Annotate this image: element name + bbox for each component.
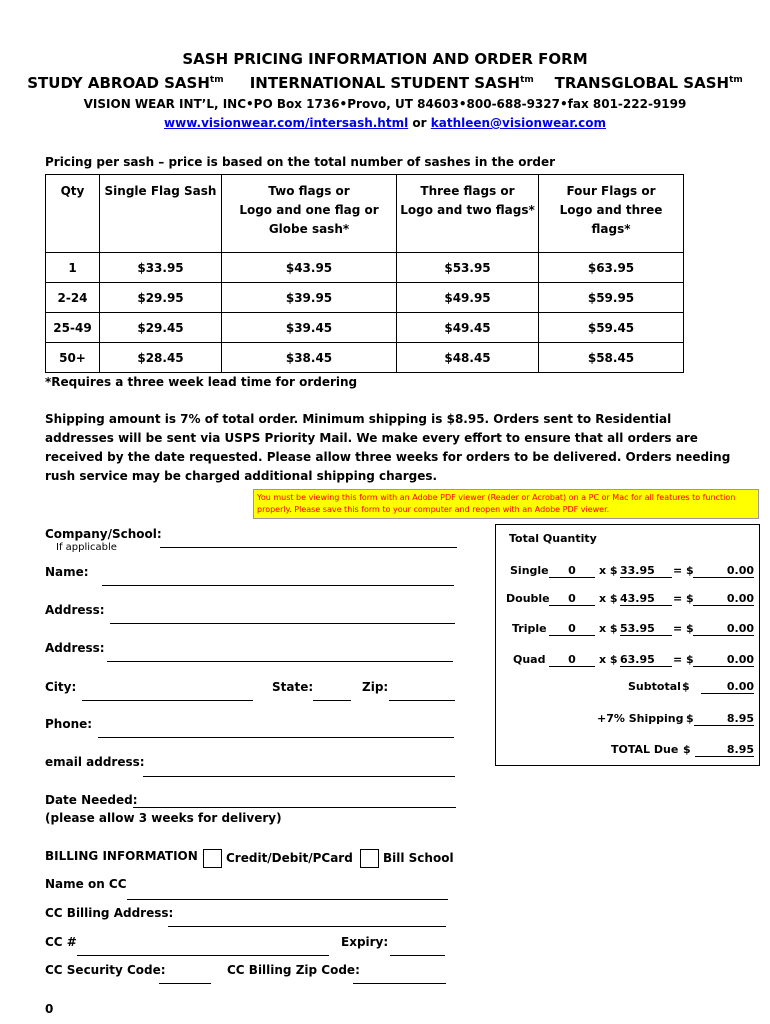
address-label: Address:	[45, 603, 105, 617]
website-link[interactable]: www.visionwear.com/intersash.html	[164, 116, 409, 130]
pricing-row	[46, 253, 684, 283]
pricing-col-header: Three flags or Logo and two flags*	[397, 175, 539, 253]
name-field[interactable]	[102, 585, 454, 586]
pricing-intro: Pricing per sash – price is based on the total number of sashes in the order	[45, 155, 556, 169]
double-qty-field[interactable]: 0	[549, 592, 595, 606]
total-due-value: 8.95	[695, 743, 754, 757]
company-address: VISION WEAR INT’L, INC•PO Box 1736•Provo, UT 84603•800-688-9327•fax 801-222-9199	[83, 97, 687, 111]
shipping-info: Shipping amount is 7% of total order. Minimum shipping is $8.95. Orders sent to Residential addresses will be sent via USPS Priority Mail. We make every effort to ensure that all orders are received by the date requested. Please allow three weeks for orders to be delivered. Orders needing rush service may be charged additional shipping charges.	[45, 412, 731, 483]
single-qty-field[interactable]: 0	[549, 564, 595, 578]
lead-time-note: *Requires a three week lead time for ordering	[45, 375, 358, 389]
date-needed-note: (please allow 3 weeks for delivery)	[45, 811, 282, 825]
price-cell: $48.45	[397, 343, 539, 373]
single-total: 0.00	[693, 564, 754, 578]
qty-cell: 1	[46, 253, 100, 283]
contact-links: www.visionwear.com/intersash.html or kathleen@visionwear.com	[164, 116, 606, 130]
order-summary-box	[495, 524, 760, 766]
email-label: email address:	[45, 755, 145, 769]
name-on-cc-label: Name on CC	[45, 877, 127, 891]
credit-card-checkbox[interactable]	[203, 849, 222, 868]
billing-info-label: BILLING INFORMATION	[45, 849, 198, 863]
cc-billing-address-field[interactable]	[168, 926, 446, 927]
quad-qty-field[interactable]: 0	[549, 653, 595, 667]
pricing-row	[46, 283, 684, 313]
price-cell: $58.45	[539, 343, 684, 373]
cc-security-field[interactable]	[159, 983, 211, 984]
qty-cell: 25-49	[46, 313, 100, 343]
price-cell: $49.95	[397, 283, 539, 313]
price-cell: $43.95	[222, 253, 397, 283]
credit-card-option-label: Credit/Debit/PCard	[226, 851, 353, 865]
cc-billing-address-label: CC Billing Address:	[45, 906, 174, 920]
address2-label: Address:	[45, 641, 105, 655]
qty-cell: 2-24	[46, 283, 100, 313]
zip-field[interactable]	[389, 700, 455, 701]
price-cell: $33.95	[100, 253, 222, 283]
company-field[interactable]	[160, 547, 457, 548]
price-cell: $59.95	[539, 283, 684, 313]
company-label: Company/School:	[45, 527, 162, 541]
price-cell: $53.95	[397, 253, 539, 283]
pricing-col-header: Two flags or Logo and one flag or Globe sash*	[222, 175, 397, 253]
cc-number-label: CC #	[45, 935, 77, 949]
date-needed-label: Date Needed:	[45, 793, 138, 807]
subtotal-value: 0.00	[701, 680, 754, 694]
bill-school-checkbox[interactable]	[360, 849, 379, 868]
price-cell: $63.95	[539, 253, 684, 283]
cc-number-field[interactable]	[77, 955, 329, 956]
name-label: Name:	[45, 565, 89, 579]
address-field[interactable]	[110, 623, 455, 624]
pricing-col-header: Single Flag Sash	[100, 175, 222, 253]
name-on-cc-field[interactable]	[127, 899, 448, 900]
shipping-value: 8.95	[694, 712, 754, 726]
price-cell: $38.45	[222, 343, 397, 373]
pricing-col-header: Four Flags or Logo and three flags*	[539, 175, 684, 253]
triple-total: 0.00	[693, 622, 754, 636]
pricing-header-row	[46, 175, 684, 253]
triple-qty-field[interactable]: 0	[549, 622, 595, 636]
price-cell: $29.45	[100, 313, 222, 343]
state-label: State:	[272, 680, 314, 694]
phone-field[interactable]	[98, 737, 454, 738]
pricing-col-header: Qty	[46, 175, 100, 253]
cc-zip-label: CC Billing Zip Code:	[227, 963, 360, 977]
double-total: 0.00	[693, 592, 754, 606]
zip-label: Zip:	[362, 680, 389, 694]
pricing-table	[45, 174, 684, 373]
quad-price: 63.95	[620, 653, 672, 667]
price-cell: $39.95	[222, 283, 397, 313]
product-names: STUDY ABROAD $SASH^{tm}$ INTERNATIONAL STUDENT $SASH^{tm}$ TRANSGLOBAL $SASH^{tm}$	[27, 74, 743, 92]
if-applicable-hint: If applicable	[56, 542, 117, 553]
city-field[interactable]	[82, 700, 253, 701]
qty-cell: 50+	[46, 343, 100, 373]
price-cell: $29.95	[100, 283, 222, 313]
address2-field[interactable]	[107, 661, 453, 662]
price-cell: $59.45	[539, 313, 684, 343]
state-field[interactable]	[313, 700, 351, 701]
city-label: City:	[45, 680, 77, 694]
triple-price: 53.95	[620, 622, 672, 636]
quad-total: 0.00	[693, 653, 754, 667]
expiry-label: Expiry:	[341, 935, 389, 949]
total-quantity-title: Total Quantity	[509, 532, 597, 545]
email-link[interactable]: kathleen@visionwear.com	[430, 116, 606, 130]
cc-zip-field[interactable]	[353, 983, 446, 984]
price-cell: $39.45	[222, 313, 397, 343]
cc-security-label: CC Security Code:	[45, 963, 166, 977]
double-price: 43.95	[620, 592, 672, 606]
page-title: SASH PRICING INFORMATION AND ORDER FORM	[182, 50, 588, 68]
product-international-student: INTERNATIONAL STUDENT SASH	[249, 74, 521, 92]
pricing-row	[46, 343, 684, 373]
phone-label: Phone:	[45, 717, 93, 731]
bill-school-option-label: Bill School	[383, 851, 454, 865]
product-transglobal: TRANSGLOBAL SASH	[554, 74, 730, 92]
expiry-field[interactable]	[390, 955, 445, 956]
product-study-abroad: STUDY ABROAD SASH	[27, 74, 210, 92]
email-field[interactable]	[143, 776, 455, 777]
pricing-row	[46, 313, 684, 343]
single-price: 33.95	[620, 564, 672, 578]
date-needed-field[interactable]	[133, 807, 456, 808]
price-cell: $49.45	[397, 313, 539, 343]
pdf-viewer-warning: You must be viewing this form with an Adobe PDF viewer (Reader or Acrobat) on a PC or Mac for all features to function properly. Please save this form to your computer and reopen with an Adobe PDF viewer.	[253, 489, 759, 519]
page-number: 0	[45, 1002, 54, 1016]
price-cell: $28.45	[100, 343, 222, 373]
